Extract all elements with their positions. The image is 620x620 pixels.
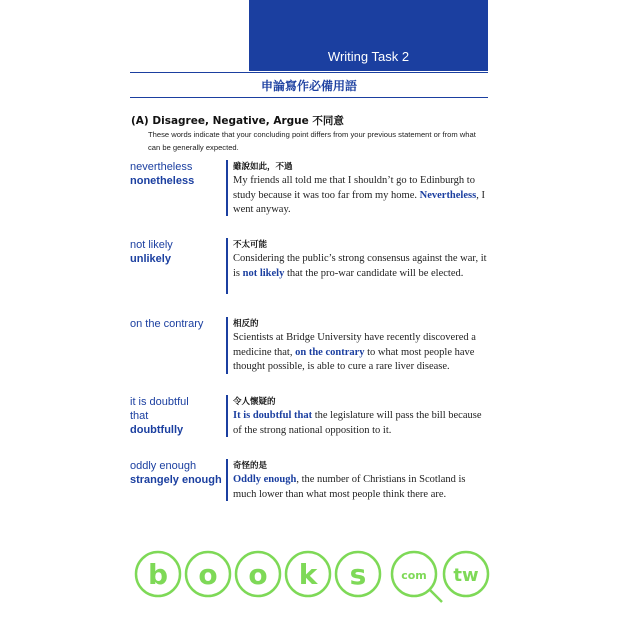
- gloss-example: Scientists at Bridge University have recently discovered a medicine that, on the contrary to what most people have thought possible, is able to cure a rare liver disease.: [233, 332, 476, 373]
- watermark-letter: b: [147, 558, 169, 591]
- gloss-chinese: 不太可能: [233, 240, 268, 250]
- gloss-highlight: Nevertheless: [419, 189, 477, 201]
- watermark-letter: o: [198, 558, 218, 591]
- entry-terms: [130, 238, 225, 266]
- gloss-example: It is doubtful that the legislature will pass the bill because of the strong national opposition to it.: [233, 410, 482, 436]
- gloss-chinese: 令人懷疑的: [233, 397, 276, 407]
- term-alt: strangely enough: [130, 474, 222, 486]
- term-alt: doubtfully: [130, 424, 184, 436]
- watermark-letter: k: [298, 558, 318, 591]
- entry-terms: [130, 160, 225, 188]
- entry-gloss: [226, 395, 491, 437]
- entry-terms: [130, 459, 225, 487]
- gloss-chinese: 相反的: [233, 319, 259, 329]
- watermark-letter: tw: [453, 565, 479, 586]
- entry-terms: [130, 395, 225, 437]
- page-subtitle: [130, 72, 488, 98]
- term-primary: not likely: [130, 239, 173, 251]
- header-tab: [249, 0, 488, 71]
- entry-gloss: [226, 238, 491, 294]
- tab-title: Writing Task 2: [327, 49, 410, 64]
- subtitle-text: 申論寫作必備用語: [260, 78, 357, 93]
- term-alt: nonetheless: [130, 175, 195, 187]
- gloss-highlight: not likely: [242, 267, 285, 279]
- gloss-chinese: 雖說如此，不過: [233, 162, 293, 172]
- entry-terms: [130, 317, 225, 331]
- entry-gloss: [226, 317, 491, 374]
- gloss-chinese: 奇怪的是: [233, 461, 268, 471]
- entry-gloss: [226, 459, 491, 501]
- gloss-example: Oddly enough, the number of Christians in Scotland is much lower than what most people think there are.: [233, 474, 466, 500]
- term-primary: it is doubtful: [130, 396, 189, 408]
- watermark-letter: com: [401, 569, 427, 582]
- gloss-highlight: It is doubtful that: [233, 410, 313, 421]
- term-primary-cont: that: [130, 410, 149, 422]
- gloss-example: My friends all told me that I shouldn’t go to Edinburgh to study because it was too far from my home. Nevertheless, I went anyway.: [233, 175, 485, 216]
- gloss-highlight: on the contrary: [295, 346, 365, 358]
- section-description: These words indicate that your concluding point differs from your previous statement or from what can be generally expected.: [148, 130, 476, 152]
- term-primary: oddly enough: [130, 460, 197, 472]
- watermark-letter: o: [248, 558, 268, 591]
- term-alt: unlikely: [130, 253, 171, 265]
- section-heading: (A) Disagree, Negative, Argue 不同意: [131, 115, 344, 127]
- term-primary: on the contrary: [130, 318, 204, 330]
- gloss-highlight: Oddly enough: [233, 474, 297, 485]
- term-primary: nevertheless: [130, 161, 193, 173]
- books-com-tw-watermark: [130, 546, 510, 606]
- watermark-letter: s: [349, 558, 367, 591]
- entry-gloss: [226, 160, 491, 216]
- gloss-example: Considering the public’s strong consensus against the war, it is not likely that the pro-war candidate will be elected.: [233, 253, 487, 279]
